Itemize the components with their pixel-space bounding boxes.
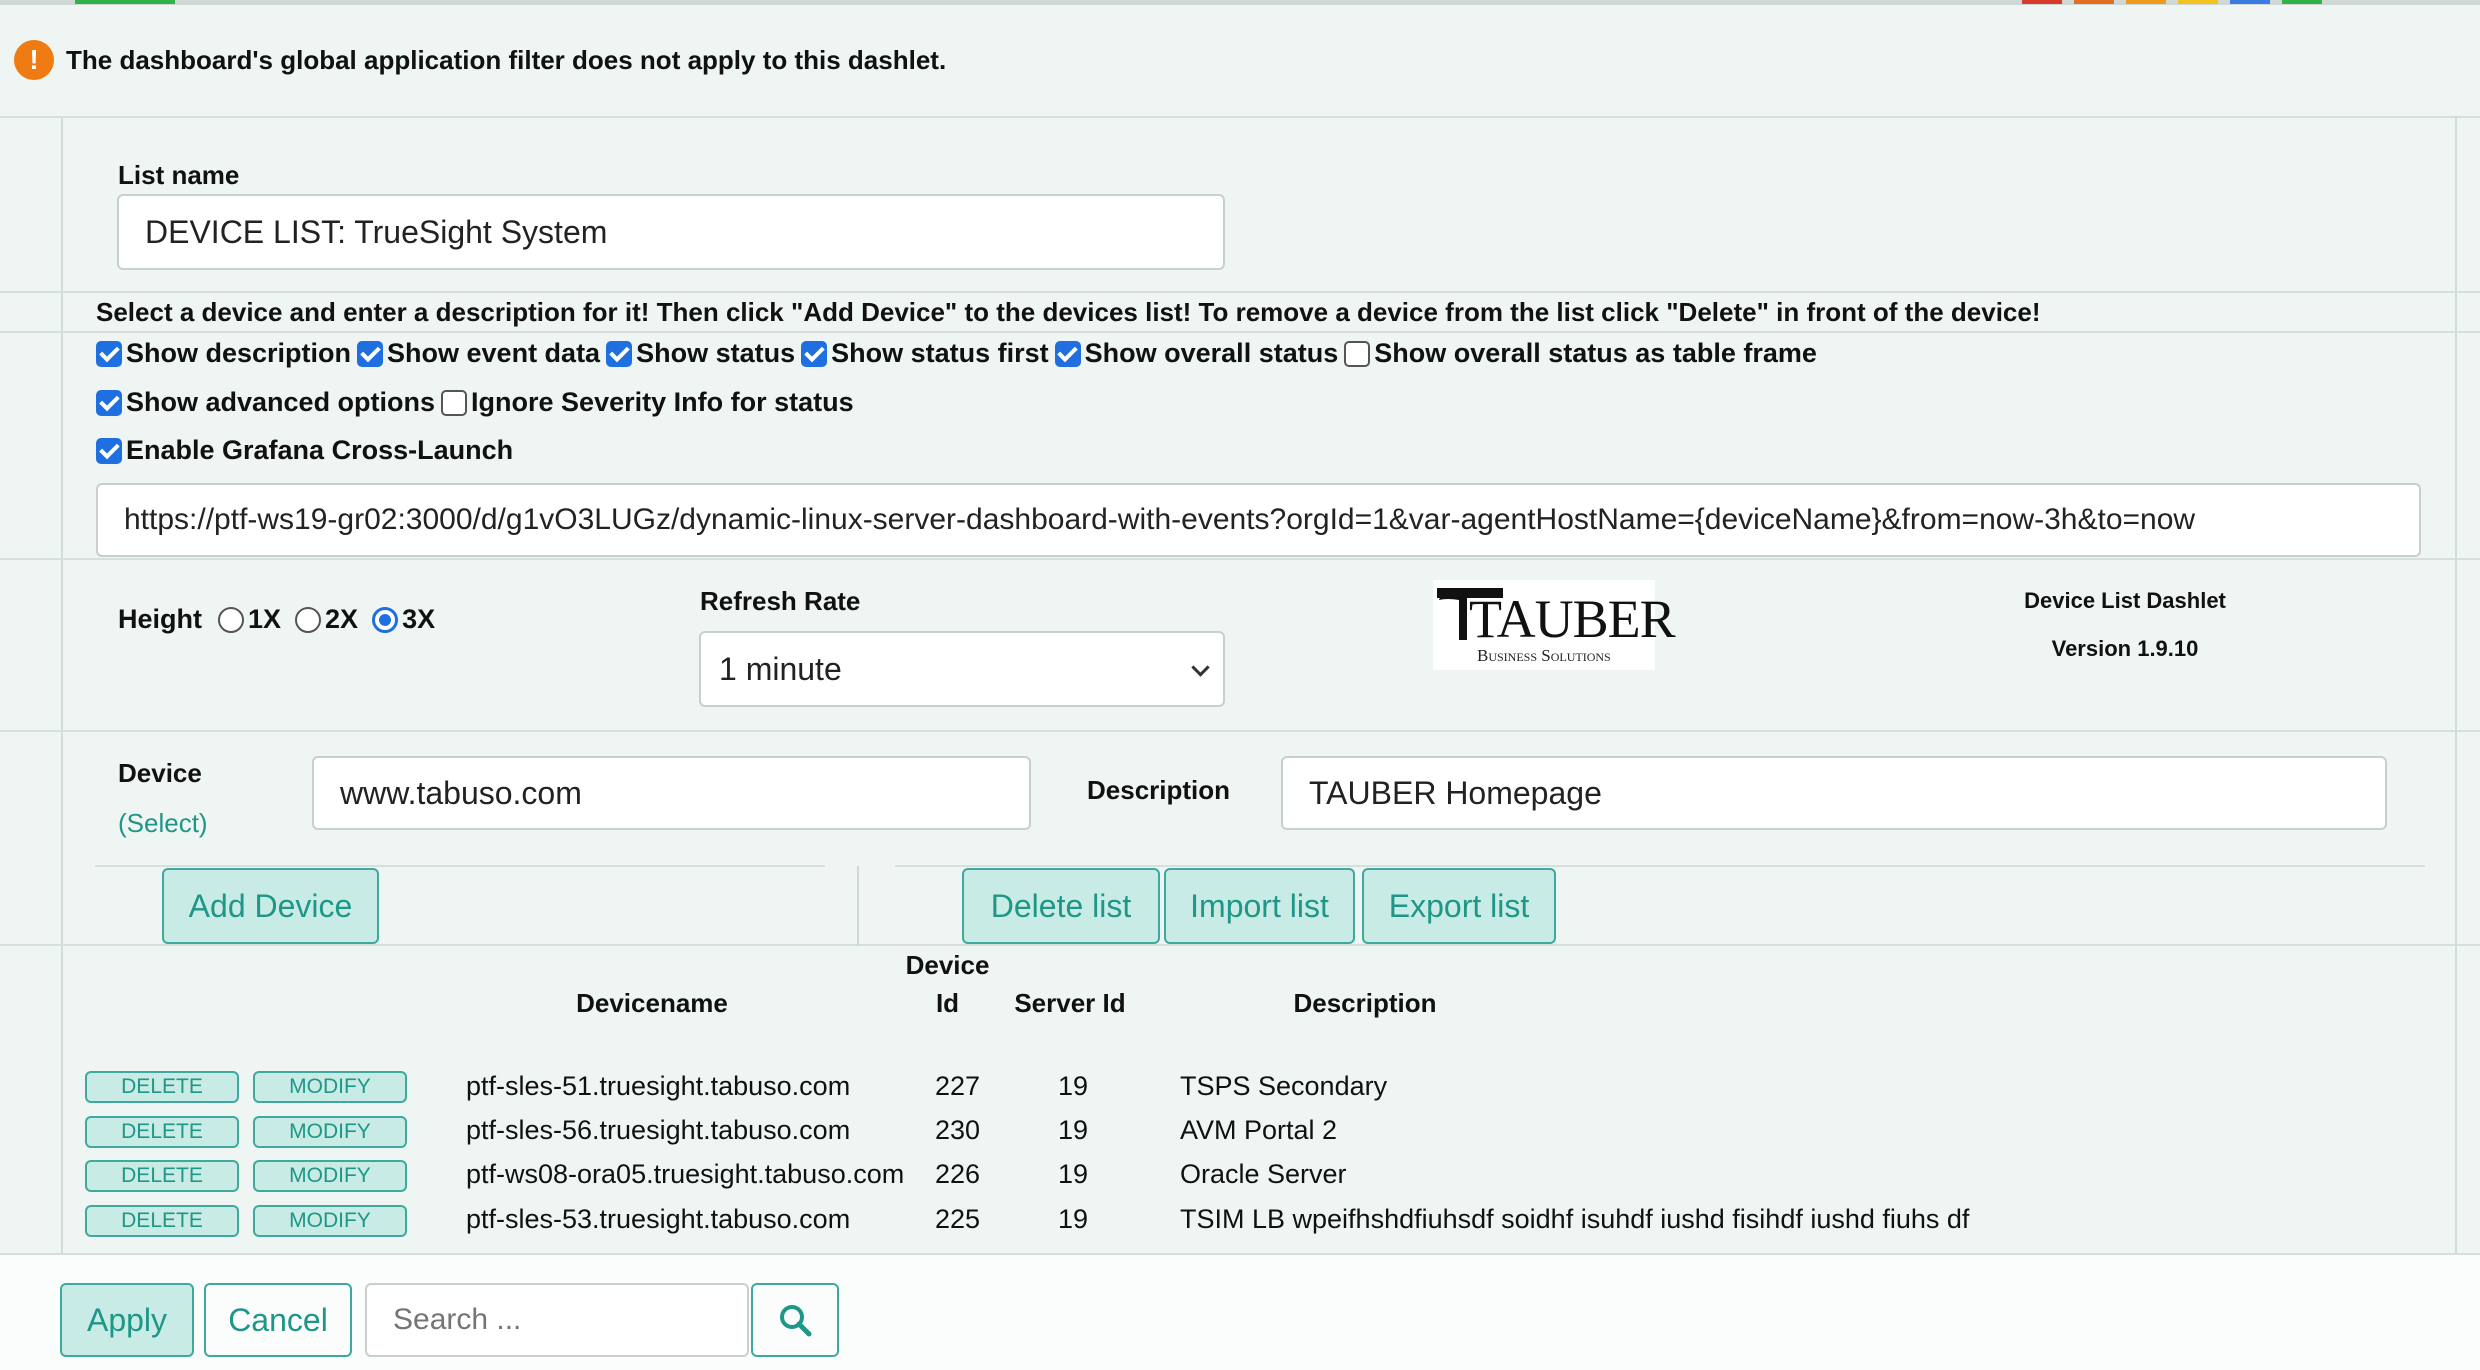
row-server-id: 19: [1058, 1115, 1089, 1145]
header-server-id: Server Id: [1014, 988, 1126, 1018]
notice-text: The dashboard's global application filter does not apply to this dashlet.: [66, 44, 947, 75]
header-description: Description: [1293, 988, 1437, 1018]
divider: [895, 865, 2425, 867]
option-show-status-first[interactable]: [801, 338, 1049, 369]
row-server-id: 19: [1058, 1204, 1089, 1234]
row-delete-button[interactable]: DELETE: [85, 1071, 239, 1103]
row-server-id: 19: [1058, 1071, 1089, 1101]
apply-button[interactable]: Apply: [60, 1283, 194, 1357]
height-label: Height: [118, 604, 202, 634]
refresh-rate-label: Refresh Rate: [700, 586, 861, 616]
height-option-3x[interactable]: [372, 604, 435, 635]
search-input[interactable]: [365, 1283, 749, 1357]
divider: [0, 558, 2480, 560]
row-description: TSIM LB wpeifhshdfiuhsdf soidhf isuhdf iushd fisihdf iushd fiuhs df: [1180, 1204, 1970, 1234]
row-delete-button[interactable]: DELETE: [85, 1116, 239, 1148]
radio[interactable]: [372, 607, 398, 633]
description-input[interactable]: [1281, 756, 2387, 830]
option-label: Show advanced options: [126, 387, 436, 417]
row-modify-button[interactable]: MODIFY: [253, 1071, 407, 1103]
list-name-label: List name: [118, 160, 240, 190]
divider: [0, 291, 2480, 293]
logo-text: TAUBER: [1469, 589, 1675, 649]
tauber-logo: [1433, 580, 1675, 670]
option-show-advanced-options[interactable]: [96, 387, 435, 418]
device-label: Device: [118, 758, 202, 788]
search-button[interactable]: [751, 1283, 839, 1357]
checkbox[interactable]: [96, 341, 122, 367]
height-option-2x[interactable]: [295, 604, 358, 635]
checkbox[interactable]: [606, 341, 632, 367]
row-devicename: ptf-sles-53.truesight.tabuso.com: [466, 1204, 851, 1234]
checkbox[interactable]: [1055, 341, 1081, 367]
grafana-url-input[interactable]: [96, 483, 2421, 557]
dashlet-version: Version 1.9.10: [2051, 636, 2199, 661]
height-option-1x[interactable]: [218, 604, 281, 635]
divider: [0, 116, 2480, 118]
refresh-rate-value: 1 minute: [719, 650, 842, 687]
instructions-text: Select a device and enter a description for it! Then click "Add Device" to the devices list! To remove a device from the list click "Delete" in front of the device!: [96, 297, 2041, 327]
radio-label: 2X: [325, 604, 359, 634]
option-show-status[interactable]: [606, 338, 795, 369]
cancel-button[interactable]: Cancel: [204, 1283, 352, 1357]
description-label: Description: [1087, 775, 1231, 805]
header-device-id: Device: [905, 950, 990, 980]
option-label: Show event data: [387, 338, 601, 368]
option-show-description[interactable]: [96, 338, 351, 369]
dashlet-name: Device List Dashlet: [2024, 588, 2226, 613]
delete-list-button[interactable]: Delete list: [962, 868, 1160, 944]
row-modify-button[interactable]: MODIFY: [253, 1160, 407, 1192]
row-devicename: ptf-ws08-ora05.truesight.tabuso.com: [466, 1159, 905, 1189]
height-selector: [118, 604, 441, 635]
row-description: AVM Portal 2: [1180, 1115, 1338, 1145]
top-strip: [0, 0, 2480, 5]
divider: [0, 944, 2480, 946]
row-modify-button[interactable]: MODIFY: [253, 1205, 407, 1237]
option-overall-status-table-frame[interactable]: [1344, 338, 1817, 369]
radio-label: 3X: [402, 604, 436, 634]
options-row-1: [96, 338, 1823, 369]
divider: [0, 331, 2480, 333]
row-device-id: 227: [935, 1071, 981, 1101]
search-icon: [778, 1303, 812, 1337]
row-delete-button[interactable]: DELETE: [85, 1160, 239, 1192]
row-server-id: 19: [1058, 1159, 1089, 1189]
right-border: [2455, 118, 2457, 1253]
checkbox[interactable]: [801, 341, 827, 367]
row-device-id: 225: [935, 1204, 981, 1234]
import-list-button[interactable]: Import list: [1164, 868, 1355, 944]
header-device-id-2: Id: [935, 988, 960, 1018]
options-row-2: [96, 387, 860, 418]
options-row-3: [96, 435, 519, 466]
chevron-down-icon: [1191, 658, 1209, 676]
list-name-input[interactable]: [117, 194, 1225, 270]
option-enable-grafana-cross-launch[interactable]: [96, 435, 513, 466]
option-show-overall-status[interactable]: [1055, 338, 1339, 369]
checkbox[interactable]: [96, 390, 122, 416]
option-label: Show overall status as table frame: [1374, 338, 1817, 368]
option-label: Show status: [636, 338, 796, 368]
radio[interactable]: [218, 607, 244, 633]
row-modify-button[interactable]: MODIFY: [253, 1116, 407, 1148]
option-label: Ignore Severity Info for status: [471, 387, 854, 417]
logo-subtext: Business Solutions: [1477, 646, 1611, 665]
row-description: Oracle Server: [1180, 1159, 1347, 1189]
select-device-link[interactable]: (Select): [118, 808, 208, 838]
export-list-button[interactable]: Export list: [1362, 868, 1556, 944]
warning-icon: !: [14, 40, 54, 80]
divider: [857, 866, 859, 946]
row-devicename: ptf-sles-56.truesight.tabuso.com: [466, 1115, 851, 1145]
option-label: Show description: [126, 338, 352, 368]
checkbox[interactable]: [96, 438, 122, 464]
option-ignore-severity-info[interactable]: [441, 387, 854, 418]
option-label: Show overall status: [1084, 338, 1339, 368]
refresh-rate-select[interactable]: [699, 631, 1225, 707]
option-label: Show status first: [831, 338, 1049, 368]
radio-label: 1X: [248, 604, 282, 634]
row-delete-button[interactable]: DELETE: [85, 1205, 239, 1237]
row-device-id: 230: [935, 1115, 981, 1145]
checkbox[interactable]: [357, 341, 383, 367]
row-devicename: ptf-sles-51.truesight.tabuso.com: [466, 1071, 851, 1101]
device-input[interactable]: [312, 756, 1031, 830]
row-device-id: 226: [935, 1159, 981, 1189]
checkbox[interactable]: [441, 390, 467, 416]
left-border: [61, 118, 63, 1253]
add-device-button[interactable]: Add Device: [162, 868, 379, 944]
filter-notice: [14, 38, 946, 82]
option-show-event-data[interactable]: [357, 338, 600, 369]
checkbox[interactable]: [1344, 341, 1370, 367]
option-label: Enable Grafana Cross-Launch: [126, 435, 514, 465]
row-description: TSPS Secondary: [1180, 1071, 1388, 1101]
header-devicename: Devicename: [576, 988, 728, 1018]
radio[interactable]: [295, 607, 321, 633]
divider: [0, 730, 2480, 732]
divider: [95, 865, 825, 867]
